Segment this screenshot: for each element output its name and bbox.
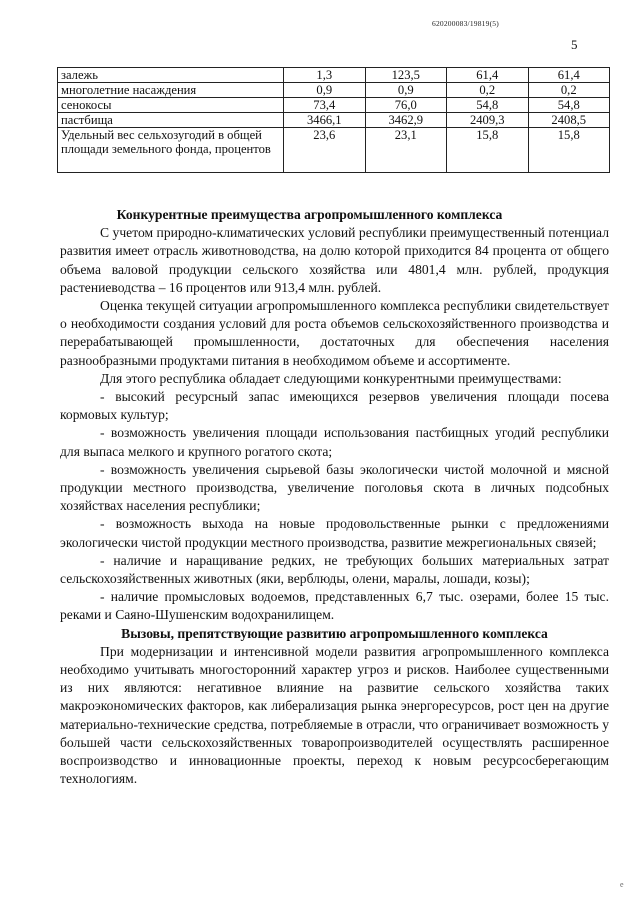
list-item: - возможность увеличения площади использования пастбищных угодий республики для выпаса мелкого и крупного рогатого скота; (60, 425, 609, 459)
paragraph: Оценка текущей ситуации агропромышленного комплекса республики свидетельствует о необходимости создания условий для роста объемов сельскохозяйственного производства и перерабатывающей промышленности, достаточных для обеспечения населения разнообразными продуктами питания в необходимом объеме и ассортименте. (60, 298, 609, 368)
table-row (58, 98, 610, 113)
corner-mark: e (620, 880, 624, 889)
list-item: - высокий ресурсный запас имеющихся резервов увеличения площади посева кормовых культур; (60, 389, 609, 423)
row-label: сенокосы (58, 98, 284, 113)
table-cell: 15,8 (528, 128, 610, 173)
table-cell: 0,2 (528, 83, 610, 98)
row-label: залежь (58, 68, 284, 83)
table-cell: 3462,9 (365, 113, 446, 128)
table-cell: 73,4 (284, 98, 365, 113)
list-item: - возможность увеличения сырьевой базы экологически чистой молочной и мясной продукции местного производства, увеличение поголовья скота в личных подсобных хозяйствах населения республики; (60, 461, 609, 514)
table-row (58, 68, 610, 83)
row-label: пастбища (58, 113, 284, 128)
table-cell: 0,9 (365, 83, 446, 98)
list-item: - наличие промысловых водоемов, представленных 6,7 тыс. озерами, более 15 тыс. реками и Саяно-Шушенским водохранилищем. (60, 589, 609, 623)
list-item: - наличие и наращивание редких, не требующих больших материальных затрат сельскохозяйственных животных (яки, верблюды, олени, маралы, лошади, козы); (60, 552, 609, 587)
table-cell: 15,8 (447, 128, 528, 173)
table-cell: 23,1 (365, 128, 446, 173)
list-item: - возможность выхода на новые продовольственные рынки с предложениями экологически чистой продукции местного производства, развитие межрегиональных связей; (60, 516, 609, 550)
row-label: Удельный вес сельхозугодий в общей площади земельного фонда, процентов (58, 128, 284, 173)
table-cell: 0,9 (284, 83, 365, 98)
paragraph: Для этого республика обладает следующими конкурентными преимуществами: (100, 370, 562, 386)
table-row (58, 83, 610, 98)
table-cell: 0,2 (447, 83, 528, 98)
paragraph: При модернизации и интенсивной модели развития агропромышленного комплекса необходимо учитывать многосторонний характер угроз и рисков. Наиболее существенными из них являются: негативное влияние на развитие сельского хозяйства таких макроэкономических факторов, как либерализация рынка энергоресурсов, рост цен на другие материально-технические средства, потребляемые в отрасли, что ограничивает возможность у большей части сельскохозяйственных товаропроизводителей осуществлять расширенное воспроизводство и инновационные проекты, переход к новым ресурсосберегающим технологиям. (60, 643, 609, 787)
land-use-table (57, 67, 610, 173)
document-id: 620200083/19819(5) (432, 19, 499, 28)
table-cell: 61,4 (447, 68, 528, 83)
table-cell: 1,3 (284, 68, 365, 83)
section-heading-competitive-advantages: Конкурентные преимущества агропромышленного комплекса (116, 207, 503, 222)
table-cell: 76,0 (365, 98, 446, 113)
page-number: 5 (571, 37, 578, 52)
table-cell: 23,6 (284, 128, 365, 173)
table-cell: 61,4 (528, 68, 610, 83)
table-cell: 54,8 (447, 98, 528, 113)
table-cell: 123,5 (365, 68, 446, 83)
table-row (58, 113, 610, 128)
table-cell: 2409,3 (447, 113, 528, 128)
row-label: многолетние насаждения (58, 83, 284, 98)
table-cell: 2408,5 (528, 113, 610, 128)
section-heading-challenges: Вызовы, препятствующие развитию агропромышленного комплекса (121, 625, 548, 641)
table-row (58, 128, 610, 173)
table-cell: 54,8 (528, 98, 610, 113)
document-body (60, 206, 609, 789)
table-cell: 3466,1 (284, 113, 365, 128)
paragraph: С учетом природно-климатических условий республики преимущественный потенциал развития имеет отрасль животноводства, на долю которой приходится 84 процента от общего объема валовой продукции сельского хозяйства или 4801,4 млн. рублей, продукция растениеводства – 16 процентов или 913,4 млн. рублей. (60, 225, 609, 295)
